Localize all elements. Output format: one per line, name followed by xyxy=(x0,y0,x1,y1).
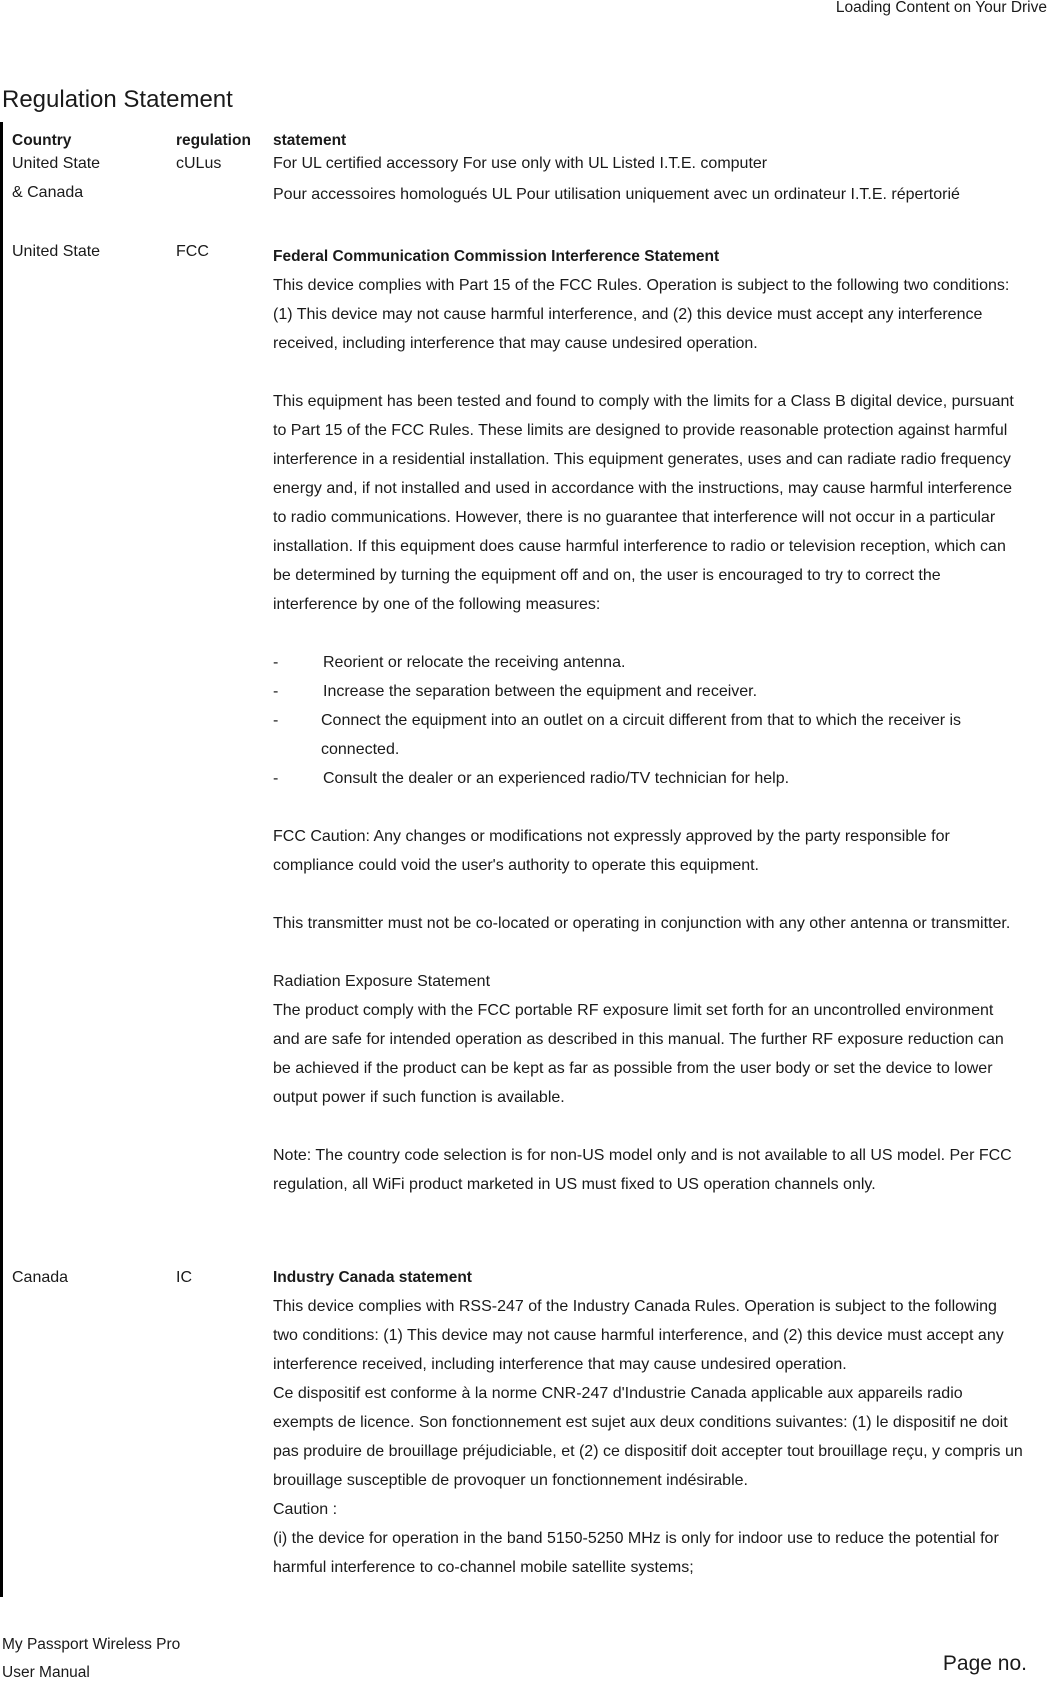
ic-caution-label: Caution : xyxy=(273,1501,338,1518)
fcc-heading: Federal Communication Commission Interference Statement xyxy=(273,248,720,265)
regulation-cell-ul: cULus xyxy=(176,155,222,172)
fcc-caution-paragraph: FCC Caution: Any changes or modifications not expressly approved by the party responsible for compliance could void the user's authority to operate this equipment. xyxy=(273,828,950,874)
footer-product-name: My Passport Wireless Pro xyxy=(2,1636,181,1653)
ic-english-paragraph: This device complies with RSS-247 of the Industry Canada Rules. Operation is subject to the following two conditions: (1) This device may not cause harmful interference, and (2) this device must accept any interference received, including interference that may cause undesired operation. xyxy=(273,1298,1004,1373)
page-title: Regulation Statement xyxy=(2,86,233,114)
footer xyxy=(2,1631,180,1687)
regulation-cell-fcc: FCC xyxy=(176,243,209,260)
radiation-exposure-title: Radiation Exposure Statement xyxy=(273,973,491,990)
column-header-statement: statement xyxy=(273,132,347,149)
statement-cell-ic xyxy=(273,1263,1023,1582)
bullet-dash: - xyxy=(273,770,279,787)
statement-cell-fcc xyxy=(273,242,1023,1199)
list-item xyxy=(273,764,1023,793)
column-header-regulation: regulation xyxy=(176,132,251,149)
country-cell-ic: Canada xyxy=(12,1269,69,1286)
list-item xyxy=(273,648,1023,677)
bullet-text: Reorient or relocate the receiving antenna. xyxy=(323,654,626,671)
regulation-cell-ic: IC xyxy=(176,1269,192,1286)
ic-heading: Industry Canada statement xyxy=(273,1269,472,1286)
page-number: Page no. xyxy=(942,1652,1027,1675)
footer-document-name: User Manual xyxy=(2,1664,90,1681)
ic-caution-item: (i) the device for operation in the band 5150-5250 MHz is only for indoor use to reduce the potential for harmful interference to co-channel mobile satellite systems; xyxy=(273,1530,999,1576)
statement-line: For UL certified accessory For use only with UL Listed I.T.E. computer xyxy=(273,155,768,172)
bullet-dash: - xyxy=(273,654,279,671)
bullet-text: Connect the equipment into an outlet on a circuit different from that to which the receiver is connected. xyxy=(321,712,962,758)
fcc-colocation-paragraph: This transmitter must not be co-located or operating in conjunction with any other antenna or transmitter. xyxy=(273,915,1011,932)
bullet-dash: - xyxy=(273,683,279,700)
country-line: & Canada xyxy=(12,184,84,201)
fcc-compliance-paragraph: This device complies with Part 15 of the FCC Rules. Operation is subject to the following two conditions: (1) This device may not cause harmful interference, and (2) this device must accept any interference received, including interference that may cause undesired operation. xyxy=(273,277,1010,352)
ic-french-paragraph: Ce dispositif est conforme à la norme CNR-247 d'Industrie Canada applicable aux appareils radio exempts de licence. Son fonctionnement est sujet aux deux conditions suivantes: (1) le dispositif ne doit pas produire de brouillage préjudiciable, et (2) ce dispositif doit accepter tout brouillage reçu, y compris un brouillage susceptible de provoquer un fonctionnement indésirable. xyxy=(273,1385,1023,1489)
country-cell-ul xyxy=(12,149,100,207)
statement-line: Pour accessoires homologués UL Pour utilisation uniquement avec un ordinateur I.T.E. répertorié xyxy=(273,186,960,203)
country-cell-fcc: United State xyxy=(12,243,101,260)
country-code-note: Note: The country code selection is for non-US model only and is not available to all US model. Per FCC regulation, all WiFi product marketed in US must fixed to US operation channels only. xyxy=(273,1147,1012,1193)
fcc-class-b-paragraph: This equipment has been tested and found to comply with the limits for a Class B digital device, pursuant to Part 15 of the FCC Rules. These limits are designed to provide reasonable protection against harmful interference in a residential installation. This equipment generates, uses and can radiate radio frequency energy and, if not installed and used in accordance with the instructions, may cause harmful interference to radio communications. However, there is no guarantee that interference will not occur in a particular installation. If this equipment does cause harmful interference to radio or television reception, which can be determined by turning the equipment off and on, the user is encouraged to try to correct the interference by one of the following measures: xyxy=(273,393,1014,613)
radiation-exposure-paragraph: The product comply with the FCC portable RF exposure limit set forth for an uncontrolled environment and are safe for intended operation as described in this manual. The further RF exposure reduction can be achieved if the product can be kept as far as possible from the user body or set the device to lower output power if such function is available. xyxy=(273,1002,1004,1106)
regulation-table xyxy=(0,122,1049,1597)
column-header-country: Country xyxy=(12,132,72,149)
list-item xyxy=(273,677,1023,706)
country-line: United State xyxy=(12,155,101,172)
bullet-dash: - xyxy=(273,712,279,729)
bullet-text: Consult the dealer or an experienced radio/TV technician for help. xyxy=(323,770,790,787)
running-header: Loading Content on Your Drive xyxy=(835,0,1047,16)
list-item xyxy=(273,706,1023,764)
bullet-text: Increase the separation between the equipment and receiver. xyxy=(323,683,758,700)
statement-cell-ul xyxy=(273,149,1023,209)
